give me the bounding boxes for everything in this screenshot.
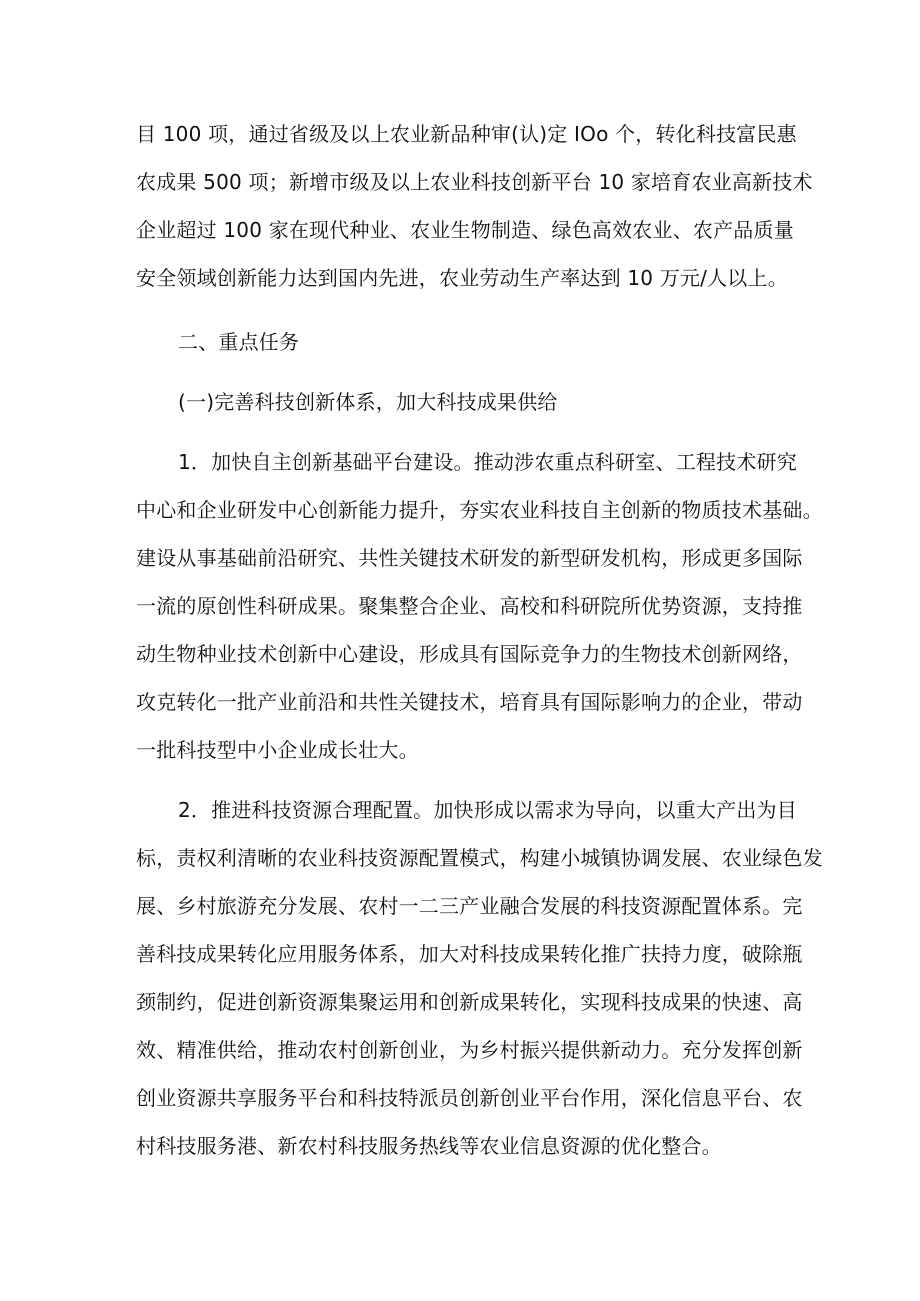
intro-line: 安全领域创新能力达到国内先进，农业劳动生产率达到 10 万元/人以上。 (136, 266, 788, 290)
item-1-line: 建设从事基础前沿研究、共性关键技术研发的新型研发机构，形成更多国际 (136, 546, 803, 570)
item-2-paragraph (136, 786, 823, 1170)
item-1-line: 中心和企业研发中心创新能力提升，夯实农业科技自主创新的物质技术基础。 (136, 498, 823, 522)
item-1-line: 1．加快自主创新基础平台建设。推动涉农重点科研室、工程技术研究 (178, 450, 797, 474)
item-2-line: 2．推进科技资源合理配置。加快形成以需求为导向，以重大产出为目 (178, 798, 797, 822)
item-2-line: 创业资源共享服务平台和科技特派员创新创业平台作用，深化信息平台、农 (136, 1086, 803, 1110)
intro-line: 农成果 500 项；新增市级及以上农业科技创新平台 10 家培育农业高新技术 (136, 170, 813, 194)
subsection-heading (136, 378, 806, 426)
section-heading-text: 二、重点任务 (178, 330, 300, 354)
item-2-line: 村科技服务港、新农村科技服务热线等农业信息资源的优化整合。 (136, 1134, 722, 1158)
intro-paragraph (136, 110, 813, 302)
item-1-line: 动生物种业技术创新中心建设，形成具有国际竞争力的生物技术创新网络， (136, 642, 803, 666)
intro-line: 目 100 项，通过省级及以上农业新品种审(认)定 IOo 个，转化科技富民惠 (136, 122, 797, 146)
intro-line: 企业超过 100 家在现代种业、农业生物制造、绿色高效农业、农产品质量 (136, 218, 794, 242)
section-heading (136, 318, 806, 366)
item-2-line: 标，责权利清晰的农业科技资源配置模式，构建小城镇协调发展、农业绿色发 (136, 846, 823, 870)
item-2-line: 善科技成果转化应用服务体系，加大对科技成果转化推广扶持力度，破除瓶 (136, 942, 803, 966)
item-1-line: 一批科技型中小企业成长壮大。 (136, 738, 419, 762)
subsection-heading-text: (一)完善科技创新体系，加大科技成果供给 (178, 390, 558, 414)
item-1-paragraph (136, 438, 823, 774)
item-2-line: 颈制约，促进创新资源集聚运用和创新成果转化，实现科技成果的快速、高 (136, 990, 803, 1014)
item-1-line: 攻克转化一批产业前沿和共性关键技术，培育具有国际影响力的企业，带动 (136, 690, 803, 714)
item-2-line: 效、精准供给，推动农村创新创业，为乡村振兴提供新动力。充分发挥创新 (136, 1038, 803, 1062)
item-2-line: 展、乡村旅游充分发展、农村一二三产业融合发展的科技资源配置体系。完 (136, 894, 803, 918)
item-1-line: 一流的原创性科研成果。聚集整合企业、高校和科研院所优势资源，支持推 (136, 594, 803, 618)
